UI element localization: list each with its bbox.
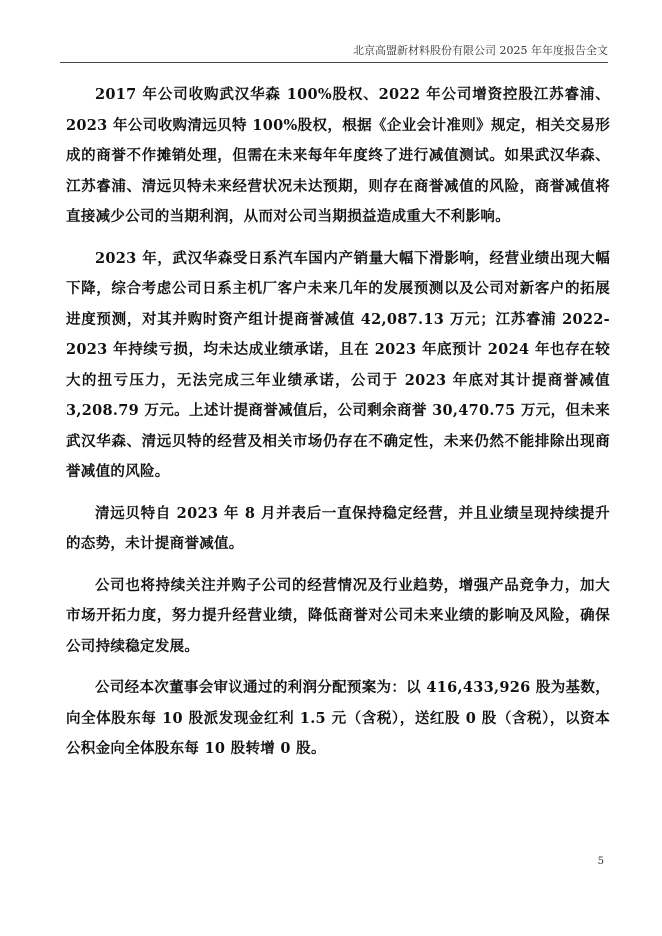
paragraph-profit-distribution: 公司经本次董事会审议通过的利润分配预案为：以 416,433,926 股为基数，向全体股东每 10 股派发现金红利 1.5 元（含税），送红股 0 股（含税），以资本公积金向全体股东每 10 股转增 0 股。	[66, 679, 610, 757]
paragraph-goodwill-impairment-2023: 2023 年，武汉华森受日系汽车国内产销量大幅下滑影响，经营业绩出现大幅下降，综合考虑公司日系主机厂客户未来几年的发展预测以及公司对新客户的拓展进度预测，对其并购时资产组计提商誉减值 42,087.13 万元；江苏睿浦 2022-2023 年持续亏损，均未达成业绩承诺，且在 2023 年底预计 2024 年也存在较大的扭亏压力，无法完成三年业绩承诺，公司于 2023 年底对其计提商誉减值 3,208.79 万元。上述计提商誉减值后，公司剩余商誉 30,470.75 万元，但未来武汉华森、清远贝特的经营及相关市场仍存在不确定性，未来仍然不能排除出现商誉减值的风险。	[66, 249, 610, 480]
page-header: 北京高盟新材料股份有限公司 2025 年年度报告全文	[353, 44, 608, 57]
paragraph-company-measures: 公司也将持续关注并购子公司的经营情况及行业趋势，增强产品竞争力，加大市场开拓力度，努力提升经营业绩，降低商誉对公司未来业绩的影响及风险，确保公司持续稳定发展。	[66, 576, 610, 655]
document-body	[66, 80, 610, 776]
paragraph-goodwill-risk: 2017 年公司收购武汉华森 100%股权、2022 年公司增资控股江苏睿浦、2023 年公司收购清远贝特 100%股权，根据《企业会计准则》规定，相关交易形成的商誉不作摊销处理，但需在未来每年年度终了进行减值测试。如果武汉华森、江苏睿浦、清远贝特未来经营状况未达预期，则存在商誉减值的风险，商誉减值将直接减少公司的当期利润，从而对公司当期损益造成重大不利影响。	[66, 86, 610, 225]
paragraph-qingyuan-beite: 清远贝特自 2023 年 8 月并表后一直保持稳定经营，并且业绩呈现持续提升的态势，未计提商誉减值。	[66, 504, 610, 552]
page-number: 5	[597, 856, 604, 867]
header-divider	[60, 62, 608, 63]
